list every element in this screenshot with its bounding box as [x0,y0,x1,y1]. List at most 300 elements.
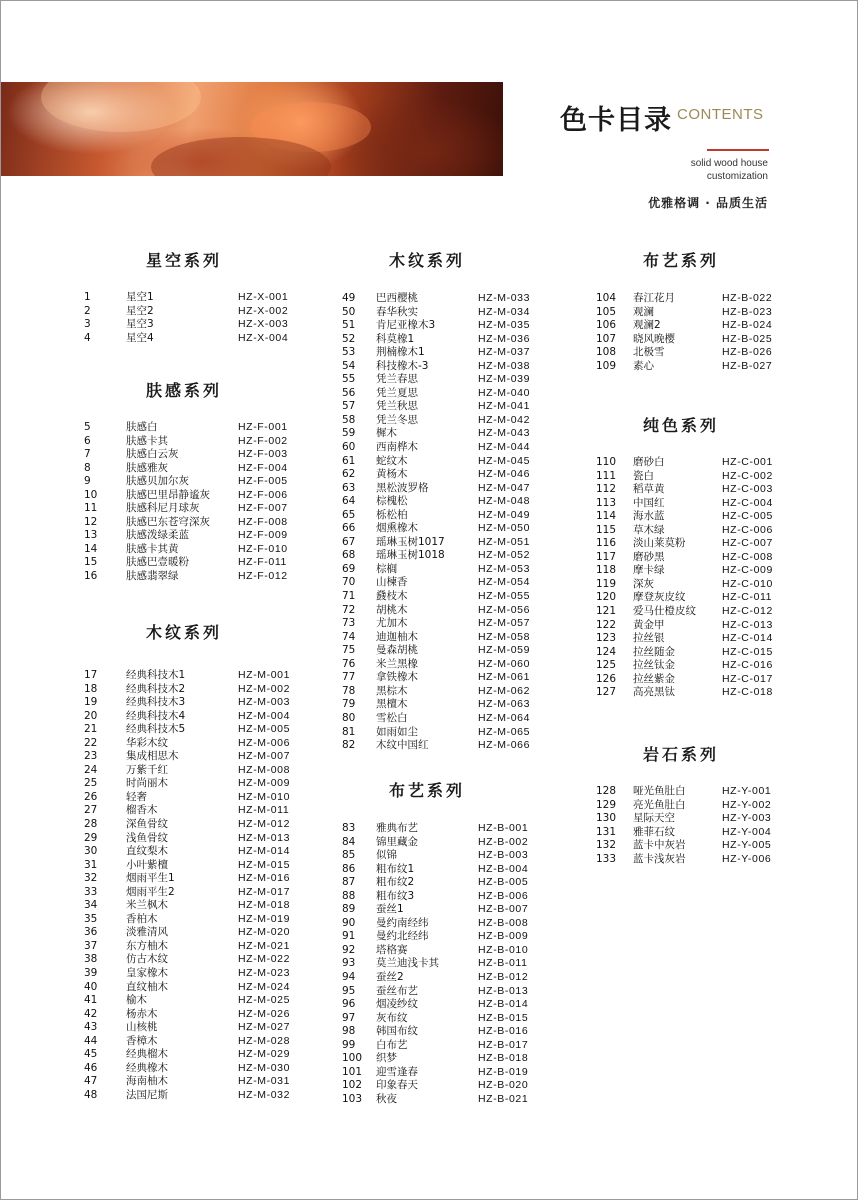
item-number: 124 [596,645,617,658]
item-code: HZ-M-062 [478,684,531,697]
item-number: 110 [596,456,617,468]
item-number: 97 [342,1011,356,1024]
item-number: 10 [84,488,98,501]
item-code: HZ-F-008 [238,515,288,528]
item-code: HZ-M-008 [238,763,291,776]
item-name: 灰布纹 [376,1011,408,1024]
item-name: 黑檀木 [376,698,408,711]
item-name: 蛇纹木 [376,454,408,467]
item-name: 淡山莱莫粉 [633,537,686,550]
item-name: 肤感贝加尔灰 [126,475,189,488]
item-number: 13 [84,529,98,542]
item-code: HZ-F-012 [238,570,288,583]
item-code: HZ-B-014 [478,998,529,1011]
item-name: 经典榴木 [126,1048,168,1061]
item-name: 拉丝随金 [633,645,675,658]
item-number: 81 [342,725,356,738]
item-number: 15 [84,556,98,569]
item-name: 观澜 [633,305,654,318]
hero-photo-antelope-canyon [1,82,503,176]
item-code: HZ-M-023 [238,967,291,980]
item-name: 雅菲石纹 [633,825,675,838]
item-number: 32 [84,872,98,885]
item-number: 68 [342,549,356,562]
item-code: HZ-M-041 [478,400,531,413]
item-name: 棕榈 [376,562,397,575]
item-name: 星空4 [126,331,154,344]
item-number: 31 [84,858,98,871]
item-code: HZ-B-005 [478,876,529,889]
item-code: HZ-M-013 [238,831,291,844]
item-code: HZ-M-046 [478,468,531,481]
item-name: 稻草黄 [633,483,665,496]
item-number: 88 [342,889,356,902]
item-name: 山核桃 [126,1021,158,1034]
item-code: HZ-Y-006 [722,852,772,865]
item-code: HZ-M-054 [478,576,531,589]
item-number: 39 [84,967,98,980]
item-name: 星际天空 [633,812,675,825]
item-name: 白布艺 [376,1038,408,1051]
item-code: HZ-M-002 [238,682,291,695]
item-number: 113 [596,496,617,509]
item-number: 100 [342,1052,363,1065]
item-number: 101 [342,1065,363,1078]
item-code: HZ-F-002 [238,434,288,447]
item-number: 119 [596,577,617,590]
subtitle-line: solid wood house [690,158,768,169]
item-code: HZ-M-048 [478,495,531,508]
item-name: 轻奢 [126,790,147,803]
item-code: HZ-B-006 [478,889,529,902]
item-name: 秋夜 [376,1092,397,1105]
item-name: 直纹柚木 [126,980,168,993]
item-number: 43 [84,1021,98,1034]
item-name: 黄杨木 [376,468,408,481]
section-title-wood: 木纹系列 [146,623,223,642]
item-code: HZ-M-009 [238,777,291,790]
item-code: HZ-B-017 [478,1038,529,1051]
item-name: 香樟木 [126,1034,158,1047]
item-number: 104 [596,292,617,304]
item-name: 烟熏橡木 [376,522,418,535]
item-name: 华彩木纹 [126,736,168,749]
item-code: HZ-Y-001 [722,785,772,797]
item-code: HZ-M-066 [478,739,531,752]
item-number: 75 [342,644,356,657]
accent-line [707,149,769,151]
item-number: 22 [84,736,98,749]
item-code: HZ-M-025 [238,994,291,1007]
item-name: 科技橡木-3 [376,359,429,372]
section-title-solid: 纯色系列 [643,416,720,435]
item-number: 19 [84,696,98,709]
item-number: 1 [84,291,91,303]
item-name: 直纹梨木 [126,845,168,858]
item-code: HZ-X-001 [238,291,289,303]
item-name: 蚕丝布艺 [376,984,418,997]
item-code: HZ-B-024 [722,319,773,332]
item-number: 21 [84,723,98,736]
item-name: 肤感巴壹暖粉 [126,556,189,569]
item-name: 莫兰迪浅卡其 [376,957,439,970]
item-code: HZ-M-038 [478,359,531,372]
item-name: 栎松柏 [376,508,408,521]
item-code: HZ-M-016 [238,872,291,885]
item-name: 经典科技木5 [126,723,186,736]
item-number: 26 [84,790,98,803]
item-name: 北极雪 [633,346,665,359]
item-name: 如雨如尘 [376,725,418,738]
item-number: 38 [84,953,98,966]
item-name: 万紫千红 [126,763,168,776]
item-number: 41 [84,994,98,1007]
item-name: 浅鱼骨纹 [126,831,168,844]
item-number: 105 [596,305,617,318]
item-number: 28 [84,818,98,831]
item-code: HZ-M-052 [478,549,531,562]
item-code: HZ-M-045 [478,454,531,467]
item-number: 37 [84,939,98,952]
item-name: 肤感巴东苍穹深灰 [126,515,210,528]
item-code: HZ-B-026 [722,346,773,359]
item-code: HZ-X-004 [238,331,289,344]
item-number: 46 [84,1061,98,1074]
item-code: HZ-M-063 [478,698,531,711]
item-code: HZ-M-031 [238,1075,291,1088]
item-number: 117 [596,550,617,563]
item-code: HZ-B-004 [478,862,529,875]
item-code: HZ-B-023 [722,305,773,318]
section-title-fabric: 布艺系列 [389,781,466,800]
item-code: HZ-B-018 [478,1052,529,1065]
item-number: 73 [342,617,356,630]
item-name: 印象春天 [376,1079,418,1092]
item-name: 拉丝钛金 [633,659,675,672]
item-code: HZ-M-007 [238,750,291,763]
item-number: 34 [84,899,98,912]
item-number: 83 [342,822,356,834]
item-code: HZ-M-001 [238,669,291,681]
item-code: HZ-M-049 [478,508,531,521]
slogan: 优雅格调 · 品质生活 [648,196,768,210]
item-name: 蚕丝1 [376,903,404,916]
item-number: 14 [84,542,98,555]
item-code: HZ-F-006 [238,488,288,501]
item-number: 18 [84,682,98,695]
item-number: 17 [84,669,98,681]
item-number: 55 [342,373,356,386]
item-code: HZ-C-001 [722,456,773,468]
item-code: HZ-M-061 [478,671,531,684]
item-code: HZ-M-042 [478,413,531,426]
item-code: HZ-B-013 [478,984,529,997]
item-name: 海南柚木 [126,1075,168,1088]
item-name: 荆楠橡木1 [376,346,425,359]
item-code: HZ-M-029 [238,1048,291,1061]
item-number: 132 [596,839,617,852]
item-number: 11 [84,502,98,515]
item-name: 粗布纹2 [376,876,415,889]
item-code: HZ-C-018 [722,686,773,699]
item-code: HZ-M-014 [238,845,291,858]
item-name: 经典科技木1 [126,669,186,681]
item-code: HZ-B-003 [478,849,529,862]
item-name: 曼约北经纬 [376,930,429,943]
item-number: 128 [596,785,617,797]
item-code: HZ-X-003 [238,318,289,331]
item-code: HZ-M-059 [478,644,531,657]
item-code: HZ-M-039 [478,373,531,386]
item-number: 64 [342,495,356,508]
item-number: 96 [342,998,356,1011]
item-name: 樨木 [376,427,397,440]
item-number: 49 [342,292,356,304]
item-name: 时尚丽木 [126,777,168,790]
item-code: HZ-M-050 [478,522,531,535]
item-name: 迪迦柚木 [376,630,418,643]
item-number: 79 [342,698,356,711]
item-code: HZ-C-014 [722,632,773,645]
item-name: 东方柚木 [126,939,168,952]
item-code: HZ-C-016 [722,659,773,672]
item-name: 经典橡木 [126,1061,168,1074]
item-code: HZ-C-008 [722,550,773,563]
item-number: 102 [342,1079,363,1092]
item-name: 中国红 [633,496,665,509]
item-code: HZ-C-007 [722,537,773,550]
item-name: 肤感巴里昂静谧灰 [126,488,210,501]
item-number: 120 [596,591,617,604]
item-number: 99 [342,1038,356,1051]
item-code: HZ-B-012 [478,971,529,984]
item-code: HZ-M-015 [238,858,291,871]
item-code: HZ-M-044 [478,441,531,454]
item-code: HZ-M-024 [238,980,291,993]
item-code: HZ-M-060 [478,657,531,670]
item-name: 榴香木 [126,804,158,817]
item-code: HZ-C-002 [722,469,773,482]
item-number: 112 [596,483,617,496]
item-code: HZ-C-017 [722,672,773,685]
item-name: 胡桃木 [376,603,408,616]
item-name: 摩登灰皮纹 [633,591,686,604]
item-code: HZ-C-004 [722,496,773,509]
item-number: 9 [84,475,91,488]
item-number: 27 [84,804,98,817]
item-code: HZ-M-064 [478,711,531,724]
subtitle [660,157,768,183]
item-code: HZ-C-013 [722,618,773,631]
item-number: 115 [596,523,617,536]
item-code: HZ-M-012 [238,818,291,831]
item-number: 76 [342,657,356,670]
item-number: 60 [342,441,356,454]
item-name: 凭兰夏思 [376,386,418,399]
item-number: 127 [596,686,617,699]
item-name: 雅典布艺 [376,822,418,834]
item-name: 粗布纹1 [376,862,415,875]
item-name: 晓风晚樱 [633,332,675,345]
item-code: HZ-M-020 [238,926,291,939]
item-number: 89 [342,903,356,916]
item-number: 111 [596,469,617,482]
page-title: 色卡目录 [560,105,672,136]
item-number: 114 [596,510,617,523]
item-number: 98 [342,1025,356,1038]
item-code: HZ-M-026 [238,1007,291,1020]
item-number: 109 [596,359,617,372]
item-number: 6 [84,434,91,447]
section-title-skin: 肤感系列 [146,381,223,400]
item-number: 95 [342,984,356,997]
item-code: HZ-C-003 [722,483,773,496]
item-code: HZ-Y-005 [722,839,772,852]
item-number: 42 [84,1007,98,1020]
item-code: HZ-M-043 [478,427,531,440]
item-number: 122 [596,618,617,631]
item-name: 塔格赛 [376,943,408,956]
item-code: HZ-C-006 [722,523,773,536]
item-code: HZ-M-053 [478,562,531,575]
item-number: 106 [596,319,617,332]
item-code: HZ-B-021 [478,1092,529,1105]
item-code: HZ-B-008 [478,916,529,929]
item-name: 春江花月 [633,292,675,304]
item-name: 肤感泼绿柔蓝 [126,529,189,542]
item-code: HZ-M-033 [478,292,531,304]
item-number: 71 [342,590,356,603]
item-name: 粗布纹3 [376,889,415,902]
item-number: 74 [342,630,356,643]
item-code: HZ-M-022 [238,953,291,966]
item-number: 72 [342,603,356,616]
item-name: 拉丝银 [633,632,665,645]
item-number: 92 [342,943,356,956]
item-name: 迎雪逢春 [376,1065,418,1078]
page-title-en: CONTENTS [677,106,764,123]
item-number: 25 [84,777,98,790]
item-code: HZ-M-058 [478,630,531,643]
item-number: 16 [84,570,98,583]
item-name: 经典科技木4 [126,709,186,722]
subtitle-line: customization [706,171,768,182]
item-name: 肤感卡其 [126,434,168,447]
item-name: 瑶琳玉树1017 [376,535,445,548]
item-code: HZ-M-028 [238,1034,291,1047]
section-title-fabric-2: 布艺系列 [643,251,720,270]
item-number: 107 [596,332,617,345]
item-name: 锦里藏金 [376,835,418,848]
item-number: 2 [84,304,91,317]
item-code: HZ-F-007 [238,502,288,515]
section-title-starry: 星空系列 [146,251,223,270]
item-number: 61 [342,454,356,467]
item-number: 12 [84,515,98,528]
item-name: 凭兰冬思 [376,413,418,426]
item-number: 40 [84,980,98,993]
section-title-wood-2: 木纹系列 [389,251,466,270]
item-name: 蓝卡中灰岩 [633,839,686,852]
item-number: 93 [342,957,356,970]
item-code: HZ-C-009 [722,564,773,577]
item-name: 经典科技木3 [126,696,186,709]
item-name: 肤感卡其黄 [126,542,179,555]
item-number: 125 [596,659,617,672]
item-code: HZ-F-009 [238,529,288,542]
item-name: 素心 [633,359,654,372]
item-number: 69 [342,562,356,575]
item-number: 103 [342,1092,363,1105]
item-name: 烟雨平生1 [126,872,175,885]
item-number: 51 [342,319,356,332]
item-code: HZ-B-002 [478,835,529,848]
item-code: HZ-M-030 [238,1061,291,1074]
item-code: HZ-B-011 [478,957,528,970]
item-number: 133 [596,852,617,865]
item-name: 摩卡绿 [633,564,665,577]
item-number: 78 [342,684,356,697]
item-name: 法国尼斯 [126,1088,168,1101]
item-number: 84 [342,835,356,848]
item-name: 亮光鱼肚白 [633,798,686,811]
item-code: HZ-X-002 [238,304,289,317]
item-name: 黄金甲 [633,618,665,631]
item-code: HZ-F-005 [238,475,288,488]
item-name: 星空1 [126,291,154,303]
item-code: HZ-M-017 [238,885,291,898]
item-name: 木纹中国红 [376,739,429,752]
item-name: 集成相思木 [126,750,179,763]
item-number: 7 [84,448,91,461]
item-number: 62 [342,468,356,481]
section-title-rock: 岩石系列 [643,745,720,764]
item-name: 杨赤木 [126,1007,158,1020]
item-number: 5 [84,421,91,433]
item-number: 48 [84,1088,98,1101]
item-code: HZ-F-011 [238,556,287,569]
item-name: 瑶琳玉树1018 [376,549,445,562]
item-number: 30 [84,845,98,858]
item-code: HZ-Y-003 [722,812,772,825]
item-name: 磨砂白 [633,456,665,468]
item-code: HZ-M-057 [478,617,531,630]
item-code: HZ-M-003 [238,696,291,709]
item-name: 黑松波罗格 [376,481,429,494]
item-name: 肯尼亚橡木3 [376,319,436,332]
item-code: HZ-F-010 [238,542,288,555]
item-code: HZ-C-011 [722,591,773,604]
item-name: 淡雅清风 [126,926,168,939]
item-code: HZ-M-019 [238,912,291,925]
item-name: 星空3 [126,318,154,331]
item-name: 瓷白 [633,469,654,482]
item-code: HZ-M-051 [478,535,531,548]
item-name: 烟雨平生2 [126,885,175,898]
item-number: 130 [596,812,617,825]
item-code: HZ-B-025 [722,332,773,345]
item-name: 拉丝紫金 [633,672,675,685]
item-code: HZ-M-055 [478,590,531,603]
item-name: 观澜2 [633,319,661,332]
item-number: 58 [342,413,356,426]
item-number: 94 [342,971,356,984]
item-name: 仿古木纹 [126,953,168,966]
item-name: 蚕丝2 [376,971,404,984]
item-number: 129 [596,798,617,811]
item-number: 118 [596,564,617,577]
item-number: 66 [342,522,356,535]
